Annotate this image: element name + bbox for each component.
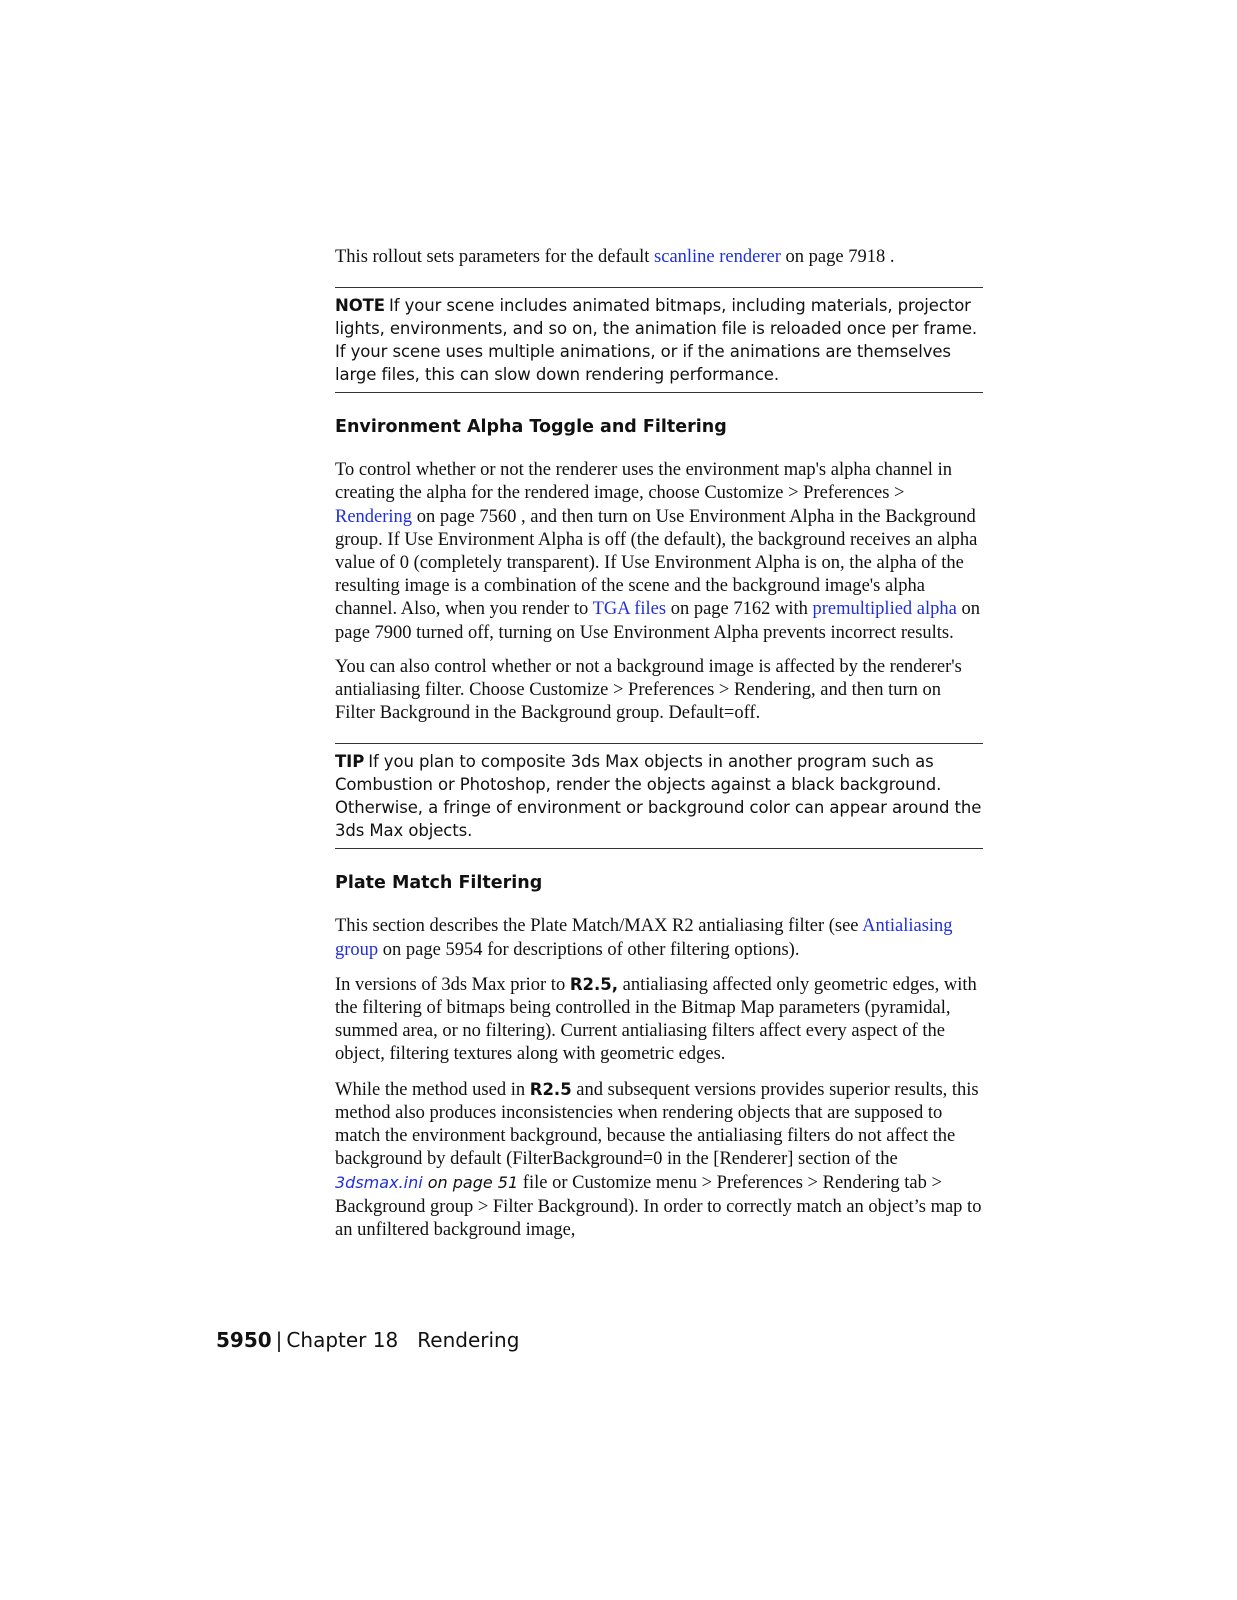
plate-p2-text-a: In versions of 3ds Max prior to — [335, 974, 570, 995]
page-footer — [216, 1328, 519, 1352]
plate-p3-text-b: and subsequent versions provides superior results, this method also produces inconsistencies when rendering objects that are supposed to match the environment background, because the antialiasing filters do not affect the background by default (FilterBackground=0 in the [Renderer] section of the — [335, 1079, 979, 1170]
env-p1-text-a: To control whether or not the renderer uses the environment map's alpha channel in creating the alpha for the rendered image, choose Customize > Preferences > — [335, 460, 952, 504]
intro-text: This rollout sets parameters for the default — [335, 247, 655, 267]
env-p1-text-d: on page 7900 turned off, turning on Use Environment Alpha prevents incorrect results. — [335, 599, 980, 643]
3dsmax-ini-page-ref: on page 51 — [422, 1173, 519, 1193]
section-heading-environment-alpha: Environment Alpha Toggle and Filtering — [335, 417, 727, 438]
page-content — [335, 246, 985, 1242]
plate-p1-text-a: This section describes the Plate Match/MAX R2 antialiasing filter (see — [335, 916, 863, 937]
intro-paragraph — [335, 246, 985, 269]
note-box — [335, 287, 983, 393]
plate-p3-text-c: file or Customize menu > Preferences > Rendering tab > Background group > Filter Background). In order to correctly match an object’s map to an unfiltered background image, — [335, 1173, 982, 1240]
page-number: 5950 — [216, 1328, 272, 1352]
env-p1-text-c: on page 7162 with — [666, 599, 813, 620]
env-paragraph-1 — [335, 459, 985, 645]
tga-files-link[interactable]: TGA files — [592, 599, 667, 620]
note-text: If your scene includes animated bitmaps, including materials, projector lights, environments, and so on, the animation file is reloaded once per frame. If your scene uses multiple animations, or if the animations are themselves large files, this can slow down rendering performance. — [335, 296, 978, 385]
plate-paragraph-3 — [335, 1078, 985, 1242]
tip-box — [335, 743, 983, 849]
antialiasing-group-link[interactable]: Antialiasing group — [335, 916, 953, 960]
plate-paragraph-2 — [335, 973, 985, 1067]
env-p1-text-b: on page 7560 , and then turn on Use Environment Alpha in the Background group. If Use Environment Alpha is off (the default), the background receives an alpha value of 0 (completely transparent). If Use Environment Alpha is on, the alpha of the resulting image is a combination of the scene and the background image's alpha channel. Also, when you render to — [335, 506, 978, 620]
footer-chapter-title: Rendering — [417, 1328, 520, 1352]
intro-page-ref: on page 7918 . — [780, 247, 895, 267]
section-heading-plate-match: Plate Match Filtering — [335, 873, 543, 894]
plate-p2-text-b: antialiasing affected only geometric edges, with the filtering of bitmaps being controlled in the Bitmap Map parameters (pyramidal, summed area, or no filtering). Current antialiasing filters affect every aspect of the object, filtering textures along with geometric edges. — [335, 974, 977, 1065]
plate-p3-text-a: While the method used in — [335, 1079, 530, 1100]
footer-separator: | — [275, 1328, 283, 1352]
3dsmax-ini-link[interactable]: 3dsmax.ini — [335, 1173, 423, 1193]
plate-p2-bold: R2.5, — [569, 974, 619, 994]
plate-p1-text-b: on page 5954 for descriptions of other filtering options). — [378, 939, 800, 960]
scanline-renderer-link[interactable]: scanline renderer — [654, 247, 781, 267]
tip-text: If you plan to composite 3ds Max objects in another program such as Combustion or Photoshop, render the objects against a black background. Otherwise, a fringe of environment or background color can appear around the 3ds Max objects. — [335, 752, 982, 841]
env-paragraph-2: You can also control whether or not a background image is affected by the renderer's antialiasing filter. Choose Customize > Preferences > Rendering, and then turn on Filter Background in the Background group. Default=off. — [335, 656, 962, 724]
premultiplied-alpha-link[interactable]: premultiplied alpha — [812, 599, 957, 620]
plate-p3-bold: R2.5 — [529, 1079, 572, 1099]
plate-paragraph-1 — [335, 915, 985, 961]
footer-chapter: Chapter 18 — [286, 1328, 399, 1352]
note-label: NOTE — [335, 296, 385, 316]
tip-label: TIP — [335, 752, 365, 772]
rendering-link[interactable]: Rendering — [335, 506, 413, 527]
